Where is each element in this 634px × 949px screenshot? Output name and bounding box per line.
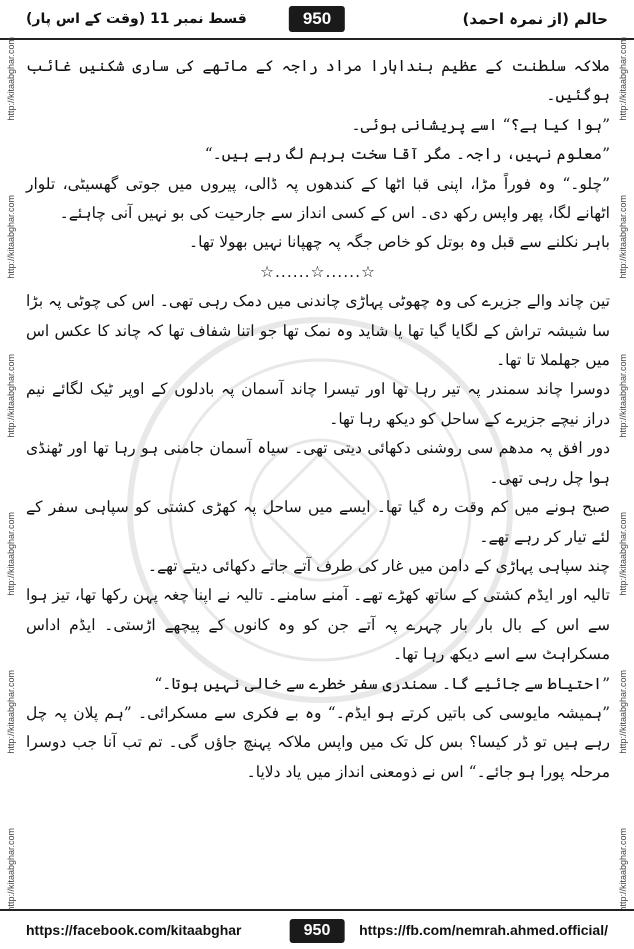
paragraph: ”ہوا کیا ہے؟“ اسے پریشانی ہوئی۔ [351, 115, 610, 134]
side-url[interactable]: http://kitaabghar.com [618, 353, 628, 438]
side-url[interactable]: http://kitaabghar.com [618, 195, 628, 280]
facebook-link-left[interactable]: https://facebook.com/kitaabghar [26, 922, 242, 938]
paragraph: دور افق پہ مدھم سی روشنی دکھائی دیتی تھی۔ سیاہ آسمان جامنی ہو رہا تھا اور ٹھنڈی ہوا چل رہی تھی۔ [26, 439, 610, 487]
right-margin-urls [612, 0, 634, 949]
paragraph: تالیہ اور ایڈم کشتی کے ساتھ کھڑے تھے۔ آمنے سامنے۔ تالیہ نے اپنا چغہ پہن رکھا تھا، تیز ہوا سے اس کے بال بار بار چہرے پہ آتے جن کو وہ کانوں کے پیچھے اڑستی۔ ایڈم اداس مسکراہٹ سے اسے دیکھ رہا تھا۔ [26, 586, 610, 664]
page-header [0, 0, 634, 40]
page-number-badge: 950 [289, 6, 345, 32]
facebook-link-right[interactable]: https://fb.com/nemrah.ahmed.official/ [359, 922, 608, 938]
side-url[interactable]: http://kitaabghar.com [618, 669, 628, 754]
side-url[interactable]: http://kitaabghar.com [6, 353, 16, 438]
paragraph: تین چاند والے جزیرے کی وہ چھوٹی پہاڑی چاندنی میں دمک رہی تھی۔ اس کی چوٹی پہ بڑا سا شیشہ تراش کے لگایا گیا تھا یا شاید وہ نمک تھا جو اتنا شفاف تھا کہ چاند کا عکس اس میں جھلملا تا تھا۔ [26, 292, 610, 370]
section-divider: ☆......☆......☆ [260, 262, 376, 281]
paragraph: دوسرا چاند سمندر پہ تیر رہا تھا اور تیسرا چاند آسمان پہ بادلوں کے اوپر ٹیک لگائے نیم دراز نیچے جزیرے کے ساحل کو دیکھ رہا تھا۔ [26, 380, 610, 428]
page-footer [0, 909, 634, 949]
paragraph: ”چلو۔“ وہ فوراً مڑا، اپنی قبا اٹھا کے کندھوں پہ ڈالی، پیروں میں جوتی گھسیٹی، تلوار اٹھانے لگا، پھر واپس رکھ دی۔ اس کے کسی انداز سے جارحیت کی بو نہیں آنی چاہئے۔ [26, 174, 610, 223]
paragraph: ”احتیاط سے جائیے گا۔ سمندری سفر خطرے سے خالی نہیں ہوتا۔“ [154, 674, 610, 693]
side-url[interactable]: http://kitaabghar.com [6, 511, 16, 596]
page-body [26, 52, 610, 892]
paragraph: صبح ہونے میں کم وقت رہ گیا تھا۔ ایسے میں ساحل پہ کھڑی کشتی کو سپاہی سفر کے لئے تیار کر رہے تھے۔ [26, 498, 610, 546]
book-title: حالم (از نمرہ احمد) [462, 10, 608, 28]
side-url[interactable]: http://kitaabghar.com [6, 669, 16, 754]
paragraph: ملاکہ سلطنت کے عظیم بنداہارا مراد راجہ کے ماتھے کی ساری شکنیں غائب ہوگئیں۔ [26, 57, 610, 105]
side-url[interactable]: http://kitaabghar.com [618, 37, 628, 121]
paragraph: باہر نکلنے سے قبل وہ بوتل کو خاص جگہ پہ چھپانا نہیں بھولا تھا۔ [189, 233, 610, 252]
side-url[interactable]: http://kitaabghar.com [6, 37, 16, 121]
paragraph: ”معلوم نہیں، راجہ۔ مگر آقا سخت برہم لگ رہے ہیں۔“ [204, 145, 610, 164]
footer-page-number: 950 [290, 919, 345, 943]
left-margin-urls [0, 0, 22, 949]
paragraph: ”ہمیشہ مایوسی کی باتیں کرتے ہو ایڈم۔“ وہ بے فکری سے مسکرائی۔ ”ہم پلان پہ چل رہے ہیں تو ڈر کیسا؟ بس کل تک میں واپس ملاکہ پہنچ جاؤں گی۔ تم تب آنا جب دوسرا مرحلہ پورا ہو جائے۔“ اس نے ذومعنی انداز میں یاد دلایا۔ [26, 703, 610, 781]
episode-title: قسط نمبر 11 (وقت کے اس پار) [26, 11, 247, 27]
side-url[interactable]: http://kitaabghar.com [6, 828, 16, 912]
paragraph: چند سپاہی پہاڑی کے دامن میں غار کی طرف آتے جاتے دکھائی دیتے تھے۔ [147, 556, 610, 575]
side-url[interactable]: http://kitaabghar.com [618, 511, 628, 596]
side-url[interactable]: http://kitaabghar.com [618, 828, 628, 912]
side-url[interactable]: http://kitaabghar.com [6, 195, 16, 280]
